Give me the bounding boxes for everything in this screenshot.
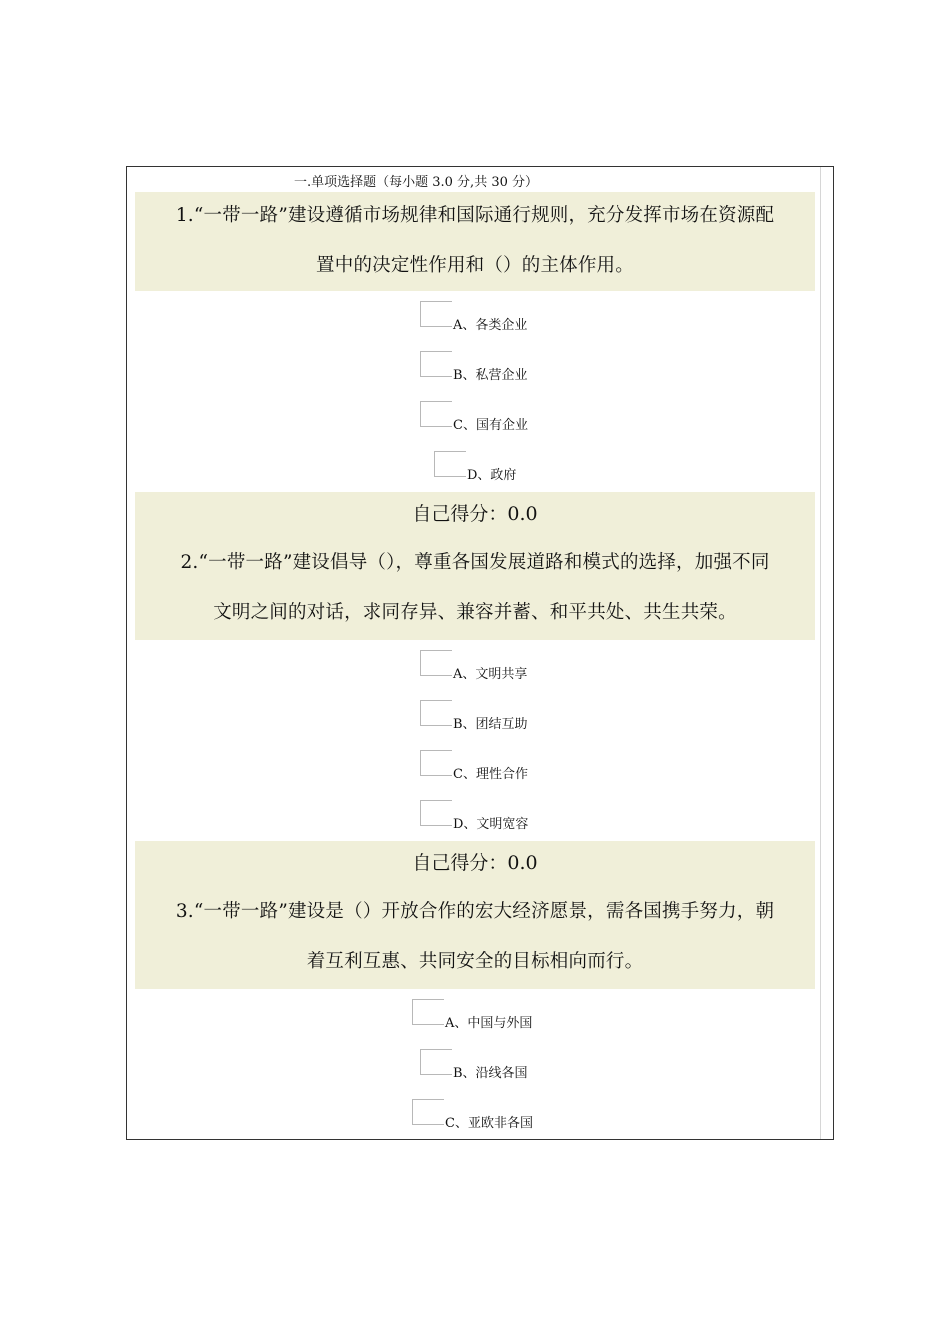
option-checkbox[interactable] — [420, 351, 452, 377]
question-3-line-1: 3.“一带一路”建设是（）开放合作的宏大经济愿景，需各国携手努力，朝 — [175, 901, 775, 922]
option-checkbox[interactable] — [412, 999, 444, 1025]
option-checkbox[interactable] — [420, 301, 452, 327]
option-checkbox[interactable] — [420, 800, 452, 826]
scrollbar-track — [820, 167, 821, 1139]
option-label: B、私营企业 — [453, 368, 528, 383]
option-label: A、各类企业 — [453, 318, 528, 333]
option-label: D、政府 — [467, 468, 517, 483]
option-label: A、文明共享 — [453, 667, 528, 682]
section-title: 一.单项选择题（每小题 3.0 分,共 30 分） — [293, 175, 538, 190]
quiz-frame — [126, 166, 834, 1140]
question-1-text — [135, 191, 815, 291]
option-checkbox[interactable] — [434, 451, 466, 477]
question-2-line-1: 2.“一带一路”建设倡导（），尊重各国发展道路和模式的选择，加强不同 — [180, 552, 770, 573]
question-2-line-2: 文明之间的对话，求同存异、兼容并蓄、和平共处、共生共荣。 — [213, 602, 737, 623]
question-1-line-1: 1.“一带一路”建设遵循市场规律和国际通行规则，充分发挥市场在资源配 — [175, 205, 775, 226]
question-3-text — [135, 887, 815, 987]
score-1: 自己得分：0.0 — [412, 503, 538, 525]
question-3-line-2: 着互利互惠、共同安全的目标相向而行。 — [306, 951, 644, 972]
option-checkbox[interactable] — [420, 700, 452, 726]
score-2: 自己得分：0.0 — [412, 852, 538, 874]
option-label: C、亚欧非各国 — [445, 1116, 533, 1131]
option-checkbox[interactable] — [420, 750, 452, 776]
option-label: B、团结互助 — [453, 717, 528, 732]
option-label: D、文明宽容 — [453, 817, 529, 832]
option-label: C、理性合作 — [453, 767, 528, 782]
option-checkbox[interactable] — [420, 650, 452, 676]
option-checkbox[interactable] — [420, 1049, 452, 1075]
option-label: C、国有企业 — [453, 418, 528, 433]
option-label: B、沿线各国 — [453, 1066, 528, 1081]
option-label: A、中国与外国 — [445, 1016, 533, 1031]
question-1-line-2: 置中的决定性作用和（）的主体作用。 — [316, 255, 634, 276]
question-2-text — [135, 538, 815, 638]
option-checkbox[interactable] — [412, 1099, 444, 1125]
option-checkbox[interactable] — [420, 401, 452, 427]
